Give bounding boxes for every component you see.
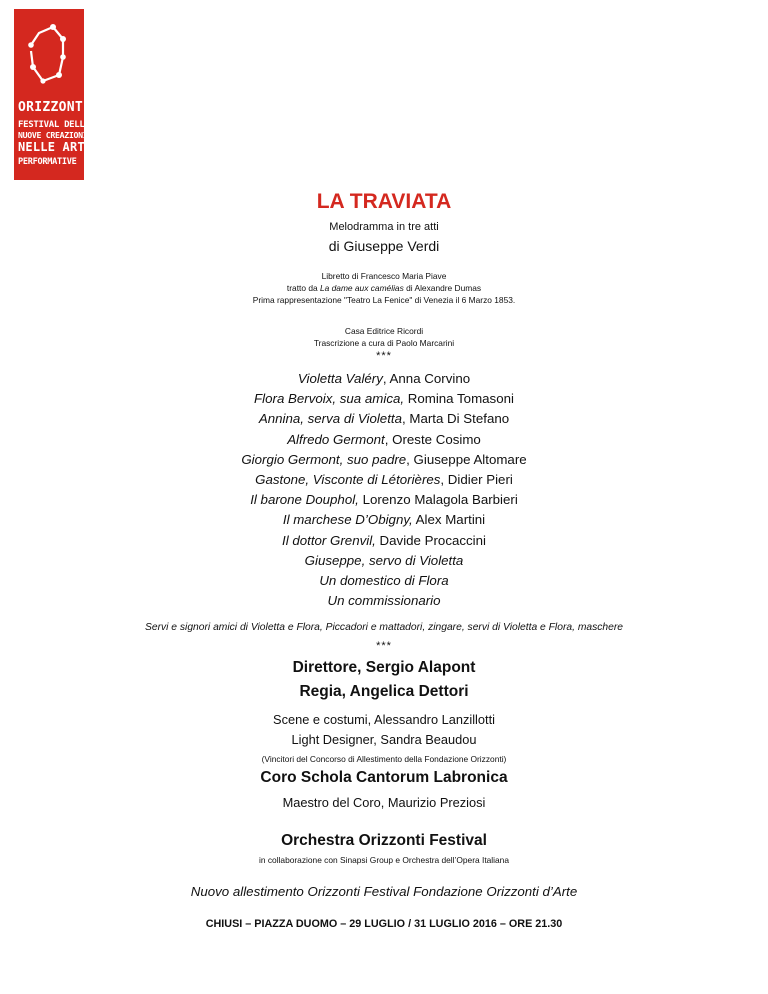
libretto-credit: Libretto di Francesco Maria Piave <box>321 271 447 281</box>
festival-logo <box>14 9 93 180</box>
cast-row: Alfredo Germont, Oreste Cosimo <box>287 431 481 447</box>
separator: *** <box>376 640 392 652</box>
conductor: Direttore, Sergio Alapont <box>292 659 476 676</box>
cast-row: Un domestico di Flora <box>319 572 449 588</box>
cast-row: Violetta Valéry, Anna Corvino <box>297 371 471 386</box>
cast-row: Gastone, Visconte di Létorières, Didier Pieri <box>255 471 513 487</box>
cast-row: Giorgio Germont, suo padre, Giuseppe Altomare <box>241 451 527 467</box>
cast-row: Il dottor Grenvil, Davide Procaccini <box>282 532 486 548</box>
premiere-credit: Prima rappresentazione "Teatro La Fenice" di Venezia il 6 Marzo 1853. <box>252 295 516 305</box>
new-production-note: Nuovo allestimento Orizzonti Festival Fondazione Orizzonti d’Arte <box>190 884 578 899</box>
choir-name: Coro Schola Cantorum Labronica <box>260 769 508 786</box>
transcription-credit: Trascrizione a cura di Paolo Marcarini <box>313 338 455 348</box>
composer: di Giuseppe Verdi <box>328 238 440 254</box>
light-designer-credit: Light Designer, Sandra Beaudou <box>291 732 477 747</box>
cast-row: Giuseppe, servo di Violetta <box>304 552 464 568</box>
opera-subtitle: Melodramma in tre atti <box>329 221 439 233</box>
venue-date: CHIUSI – PIAZZA DUOMO – 29 LUGLIO / 31 LUGLIO 2016 – ORE 21.30 <box>205 918 563 930</box>
logo-line-1: ORIZZONTI <box>18 100 92 115</box>
cast-row: Il marchese D’Obigny, Alex Martini <box>282 512 486 528</box>
network-emblem-icon <box>23 21 73 91</box>
cast-row: Un commissionario <box>327 593 441 609</box>
source-credit: tratto da La dame aux camélias di Alexandre Dumas <box>286 283 482 293</box>
cast-row: Flora Bervoix, sua amica, Romina Tomasoni <box>254 391 514 407</box>
logo-line-5: PERFORMATIVE <box>18 157 77 167</box>
publisher-credit: Casa Editrice Ricordi <box>344 326 424 336</box>
separator: *** <box>376 350 392 362</box>
collaboration-note: in collaborazione con Sinapsi Group e Orchestra dell’Opera Italiana <box>259 855 509 865</box>
logo-line-4: NELLE ARTI <box>18 140 93 154</box>
opera-title: LA TRAVIATA <box>316 190 452 213</box>
logo-line-2: FESTIVAL DELLE <box>18 120 90 130</box>
competition-note: (Vincitori del Concorso di Allestimento della Fondazione Orizzonti) <box>261 754 507 764</box>
orchestra-name: Orchestra Orizzonti Festival <box>281 832 487 849</box>
cast-row: Il barone Douphol, Lorenzo Malagola Barbieri <box>250 492 518 508</box>
cast-list <box>0 369 768 611</box>
director: Regia, Angelica Dettori <box>299 683 469 700</box>
set-costume-credit: Scene e costumi, Alessandro Lanzillotti <box>273 712 495 727</box>
cast-row: Annina, serva di Violetta, Marta Di Stefano <box>258 411 510 427</box>
chorus-note: Servi e signori amici di Violetta e Flora, Piccadori e mattadori, zingare, servi di Violetta e Flora, maschere <box>144 622 624 633</box>
logo-line-3: NUOVE CREAZIONI <box>18 130 88 140</box>
choir-master: Maestro del Coro, Maurizio Preziosi <box>282 795 486 810</box>
